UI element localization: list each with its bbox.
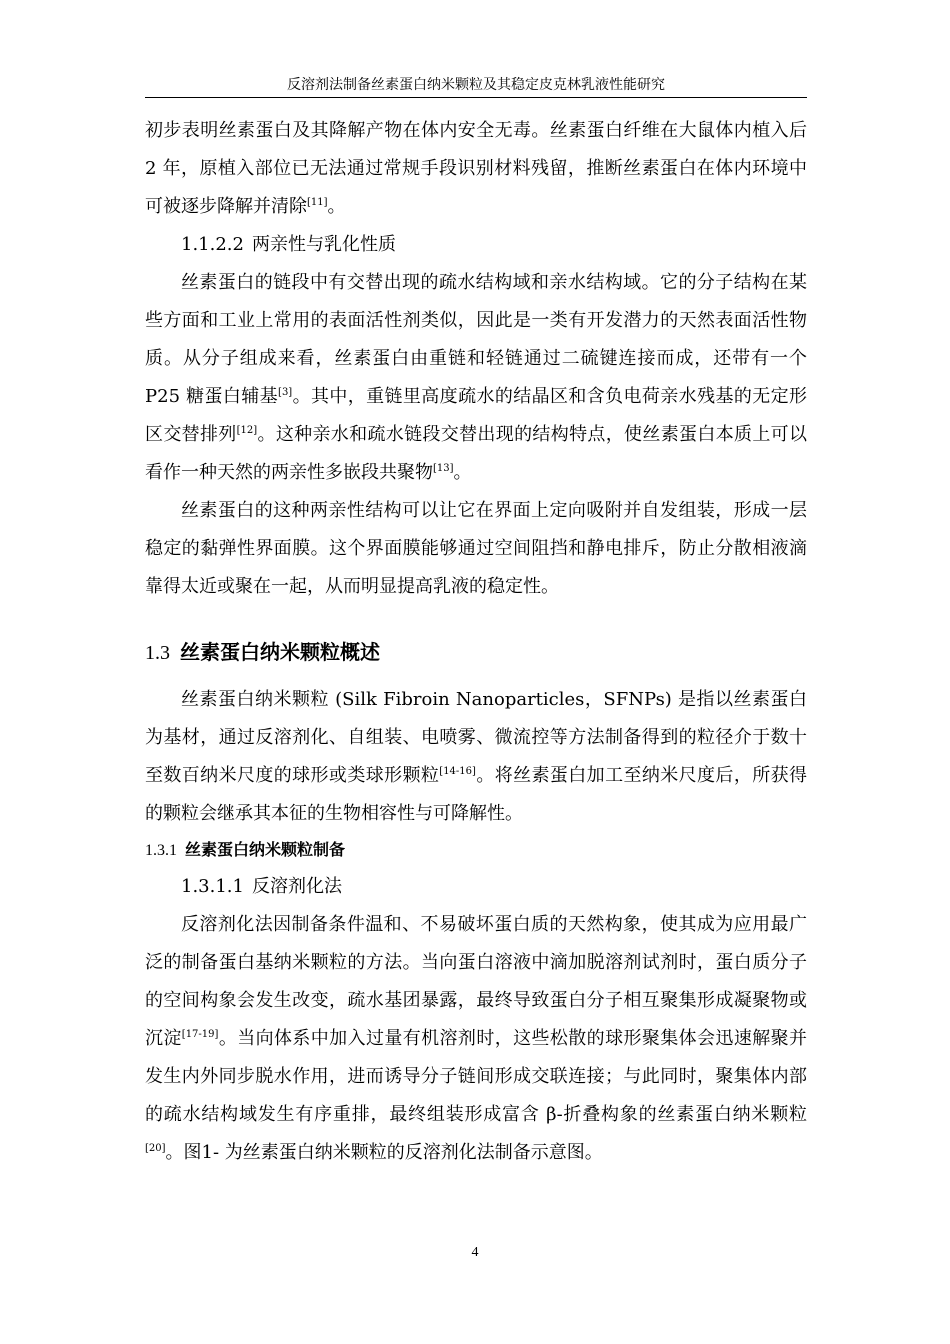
- heading-title: 反溶剂化法: [251, 876, 342, 897]
- citation: [20]: [145, 1143, 166, 1154]
- citation: [14-16]: [439, 766, 476, 777]
- page-number: 4: [471, 1245, 479, 1260]
- running-title: 反溶剂法制备丝素蛋白纳米颗粒及其稳定皮克林乳液性能研究: [287, 77, 665, 93]
- heading-number: 1.3.1: [145, 842, 177, 859]
- heading-1-3-1-1: [145, 868, 807, 906]
- citation: [3]: [278, 387, 293, 398]
- heading-title: 丝素蛋白纳米颗粒概述: [180, 640, 380, 664]
- citation: [12]: [236, 425, 258, 436]
- heading-number: 1.3.1.1: [181, 876, 244, 897]
- paragraph-interface-film: 丝素蛋白的这种两亲性结构可以让它在界面上定向吸附并自发组装，形成一层稳定的黏弹性界面膜。这个界面膜能够通过空间阻挡和静电排斥，防止分散相液滴靠得太近或聚在一起，从而明显提高乳液的稳定性。: [145, 500, 807, 597]
- heading-title: 丝素蛋白纳米颗粒制备: [185, 840, 346, 859]
- heading-1-3: [145, 606, 807, 681]
- heading-1-1-2-2: [145, 226, 807, 264]
- citation: [13]: [433, 463, 454, 474]
- heading-1-3-1: [145, 833, 807, 868]
- paragraph-sfnp-definition: 丝素蛋白纳米颗粒 (Silk Fibroin Nanoparticles，SFNPs) 是指以丝素蛋白为基材，通过反溶剂化、自组装、电喷雾、微流控等方法制备得到的粒径介于数十至数百纳米尺度的球形或类球形颗粒[14-16]。将丝素蛋白加工至纳米尺度后，所获得的颗粒会继承其本征的生物相容性与可降解性。: [145, 689, 808, 824]
- page-body: [145, 112, 807, 1172]
- heading-number: 1.1.2.2: [181, 234, 244, 255]
- heading-title: 两亲性与乳化性质: [251, 234, 396, 255]
- citation: [17-19]: [181, 1029, 219, 1040]
- paragraph-antisolvent-method: 反溶剂化法因制备条件温和、不易破坏蛋白质的天然构象，使其成为应用最广泛的制备蛋白基纳米颗粒的方法。当向蛋白溶液中滴加脱溶剂试剂时，蛋白质分子的空间构象会发生改变，疏水基团暴露，最终导致蛋白分子相互聚集形成凝聚物或沉淀[17-19]。当向体系中加入过量有机溶剂时，这些松散的球形聚集体会迅速解聚并发生内外同步脱水作用，进而诱导分子链间形成交联连接；与此同时，聚集体内部的疏水结构域发生有序重排，最终组装形成富含 β-折叠构象的丝素蛋白纳米颗粒[20]。图1- 为丝素蛋白纳米颗粒的反溶剂化法制备示意图。: [145, 914, 808, 1163]
- paragraph-amphiphilic-structure: 丝素蛋白的链段中有交替出现的疏水结构域和亲水结构域。它的分子结构在某些方面和工业上常用的表面活性剂类似，因此是一类有开发潜力的天然表面活性物质。从分子组成来看，丝素蛋白由重链和轻链通过二硫键连接而成，还带有一个 P25 糖蛋白辅基[3]。其中，重链里高度疏水的结晶区和含负电荷亲水残基的无定形区交替排列[12]。这种亲水和疏水链段交替出现的结构特点，使丝素蛋白本质上可以看作一种天然的两亲性多嵌段共聚物[13]。: [145, 272, 807, 483]
- paragraph-biosafety: 初步表明丝素蛋白及其降解产物在体内安全无毒。丝素蛋白纤维在大鼠体内植入后 2 年，原植入部位已无法通过常规手段识别材料残留，推断丝素蛋白在体内环境中可被逐步降解并清除[11]。: [145, 120, 807, 217]
- running-header: [145, 76, 807, 98]
- heading-number: 1.3: [145, 642, 170, 664]
- citation: [11]: [307, 197, 328, 208]
